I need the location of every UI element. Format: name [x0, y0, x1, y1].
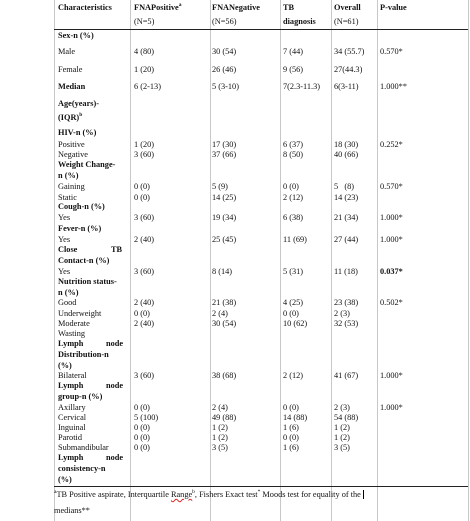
section-sex: Sex-n (%) — [58, 31, 94, 40]
header-fna-negative-n: (N=56) — [212, 17, 237, 26]
row-median-label-3: (IQR)$^b$ — [58, 112, 83, 122]
cell: 5 (8) — [334, 182, 355, 191]
section-weight-change-2: n (%) — [58, 171, 79, 180]
row-submandibular-label: Submandibular — [58, 443, 109, 452]
cell: 14 (25) — [212, 193, 237, 202]
cell: 18 (30) — [334, 140, 359, 149]
cell: 0 (0) — [134, 423, 150, 432]
cell: 2 (3) — [334, 403, 350, 412]
footnote-range: Range — [170, 490, 193, 499]
section-lymph-consistency-2: consistency-n — [58, 464, 106, 473]
cell: 2 (40) — [134, 235, 155, 244]
row-fever-yes-label: Yes — [58, 235, 71, 244]
header-rule — [54, 29, 468, 30]
column-guide — [130, 0, 131, 521]
cell: 37 (66) — [212, 150, 237, 159]
section-lymph-distribution: Lymph — [58, 339, 84, 348]
cell: 26 (46) — [212, 65, 237, 74]
section-lymph-distribution-2: Distribution-n — [58, 350, 109, 359]
cell: 1 (2) — [334, 433, 350, 442]
cell: 1 (6) — [283, 423, 299, 432]
cell: 1.000* — [380, 371, 403, 380]
row-cough-yes-label: Yes — [58, 213, 71, 222]
footnote-sup-a: a — [54, 489, 57, 496]
cell: 5 (3-10) — [212, 82, 239, 91]
section-lymph-group: Lymph — [58, 381, 84, 390]
cell: 5 (31) — [283, 267, 304, 276]
cell: 2 (4) — [212, 403, 228, 412]
column-guide — [377, 0, 378, 521]
cell: 3 (5) — [212, 443, 228, 452]
section-nutrition-2: n (%) — [58, 288, 79, 297]
row-wasting-label: Wasting — [58, 329, 85, 338]
cell: 1 (20) — [134, 140, 155, 149]
cell: 27 (44) — [334, 235, 359, 244]
cell: 1 (6) — [283, 443, 299, 452]
cell: 0.570* — [380, 182, 403, 191]
row-positive-label: Positive — [58, 140, 85, 149]
section-lymph-consistency: Lymph — [58, 453, 84, 462]
cell: 7(2.3-11.3) — [283, 82, 321, 91]
section-lymph-consistency-node: node — [106, 453, 124, 462]
cell: 2 (40) — [134, 298, 155, 307]
section-lymph-consistency-3: (%) — [58, 475, 72, 484]
cell: 6 (2-13) — [134, 82, 161, 91]
cell: 1 (2) — [212, 433, 228, 442]
column-guide — [210, 0, 211, 521]
section-fever: Fever-n (%) — [58, 224, 102, 233]
row-inguinal-label: Inguinal — [58, 423, 86, 432]
column-guide — [331, 0, 332, 521]
cell: 0 (0) — [283, 182, 299, 191]
cell: 27(44.3) — [334, 65, 363, 74]
header-tb: TB — [283, 3, 295, 12]
cell: 19 (34) — [212, 213, 237, 222]
row-female-label: Female — [58, 65, 83, 74]
section-nutrition: Nutrition status- — [58, 277, 117, 286]
cell: 2 (4) — [212, 309, 228, 318]
cell: 5 (100) — [134, 413, 159, 422]
cell: 21 (34) — [334, 213, 359, 222]
cell: 1 (2) — [212, 423, 228, 432]
cell: 1.000* — [380, 213, 403, 222]
cell: 8 (50) — [283, 150, 304, 159]
cell: 0 (0) — [134, 182, 150, 191]
cell: 1.000** — [380, 82, 407, 91]
cell: 0 (0) — [134, 443, 150, 452]
section-close-contact-2: Contact-n (%) — [58, 256, 110, 265]
row-close-yes-label: Yes — [58, 267, 71, 276]
header-characteristics: Characteristics — [58, 3, 112, 12]
header-overall: Overall — [334, 3, 361, 12]
cell: 2 (12) — [283, 371, 304, 380]
cell: 40 (66) — [334, 150, 359, 159]
cell: 2 (12) — [283, 193, 304, 202]
header-fna-positive: FNAPositive$^a$ — [134, 2, 182, 12]
cell: 0 (0) — [134, 403, 150, 412]
cell: 8 (14) — [212, 267, 233, 276]
section-hiv: HIV-n (%) — [58, 128, 97, 137]
row-median-label-2: Age(years)- — [58, 99, 100, 108]
cell: 25 (45) — [212, 235, 237, 244]
cell: 4 (80) — [134, 47, 155, 56]
cell: 6 (37) — [283, 140, 304, 149]
row-moderate-label: Moderate — [58, 319, 90, 328]
cell: 0 (0) — [283, 403, 299, 412]
section-cough: Cough-n (%) — [58, 202, 105, 211]
cell: 10 (62) — [283, 319, 308, 328]
cell: 14 (23) — [334, 193, 359, 202]
header-p-value: P-value — [380, 3, 407, 12]
cell: 3 (60) — [134, 267, 155, 276]
row-good-label: Good — [58, 298, 77, 307]
cell: 9 (56) — [283, 65, 304, 74]
text-cursor — [363, 490, 364, 499]
cell: 0 (0) — [283, 433, 299, 442]
cell: 0.252* — [380, 140, 403, 149]
table-footnote: $^a$TB Positive aspirate, Interquartile Range$^b$, Fishers Exact test* Moods test for equality of the medians** — [54, 487, 468, 519]
row-male-label: Male — [58, 47, 76, 56]
cell: 3 (60) — [134, 213, 155, 222]
section-close-contact: Close — [58, 245, 78, 254]
row-underweight-label: Underweight — [58, 309, 102, 318]
row-median-label: Median — [58, 82, 86, 91]
cell: 1.000* — [380, 235, 403, 244]
cell: 0.502* — [380, 298, 403, 307]
section-lymph-group-node: node — [106, 381, 124, 390]
cell: 32 (53) — [334, 319, 359, 328]
cell: 1 (2) — [334, 423, 350, 432]
cell: 0 (0) — [283, 309, 299, 318]
column-guide — [468, 0, 469, 521]
cell: 2 (3) — [334, 309, 350, 318]
column-guide — [54, 0, 55, 521]
cell: 23 (38) — [334, 298, 359, 307]
row-negative-label: Negative — [58, 150, 88, 159]
cell: 14 (88) — [283, 413, 308, 422]
cell: 0 (0) — [134, 433, 150, 442]
header-overall-n: (N=61) — [334, 17, 359, 26]
cell: 1 (20) — [134, 65, 155, 74]
header-fna-negative: FNANegative — [212, 3, 260, 12]
cell: 11 (69) — [283, 235, 307, 244]
cell-significant-p: 0.037* — [380, 267, 403, 276]
cell: 30 (54) — [212, 319, 237, 328]
cell: 30 (54) — [212, 47, 237, 56]
row-bilateral-label: Bilateral — [58, 371, 87, 380]
cell: 3 (5) — [334, 443, 350, 452]
cell: 21 (38) — [212, 298, 237, 307]
row-parotid-label: Parotid — [58, 433, 82, 442]
cell: 4 (25) — [283, 298, 304, 307]
row-axillary-label: Axillary — [58, 403, 86, 412]
cell: 0.570* — [380, 47, 403, 56]
cell: 54 (88) — [334, 413, 359, 422]
cell: 38 (68) — [212, 371, 237, 380]
cell: 7 (44) — [283, 47, 304, 56]
cell: 11 (18) — [334, 267, 358, 276]
row-static-label: Static — [58, 193, 77, 202]
cell: 34 (55.7) — [334, 47, 365, 56]
section-lymph-group-2: group-n (%) — [58, 392, 103, 401]
section-lymph-distribution-node: node — [106, 339, 124, 348]
cell: 2 (40) — [134, 319, 155, 328]
cell: 0 (0) — [134, 309, 150, 318]
cell: 49 (88) — [212, 413, 237, 422]
section-weight-change: Weight Change- — [58, 160, 116, 169]
cell: 6(3-11) — [334, 82, 359, 91]
section-close-contact-tb: TB — [111, 245, 123, 254]
cell: 5 (9) — [212, 182, 228, 191]
section-lymph-distribution-3: (%) — [58, 361, 72, 370]
column-guide — [280, 0, 281, 521]
cell: 41 (67) — [334, 371, 359, 380]
cell: 6 (38) — [283, 213, 304, 222]
header-fna-positive-n: (N=5) — [134, 17, 155, 26]
row-gaining-label: Gaining — [58, 182, 85, 191]
cell: 3 (60) — [134, 371, 155, 380]
header-tb-diagnosis: diagnosis — [283, 17, 316, 26]
cell: 1.000* — [380, 403, 403, 412]
cell: 3 (60) — [134, 150, 155, 159]
cell: 0 (0) — [134, 193, 150, 202]
row-cervical-label: Cervical — [58, 413, 87, 422]
cell: 17 (30) — [212, 140, 237, 149]
